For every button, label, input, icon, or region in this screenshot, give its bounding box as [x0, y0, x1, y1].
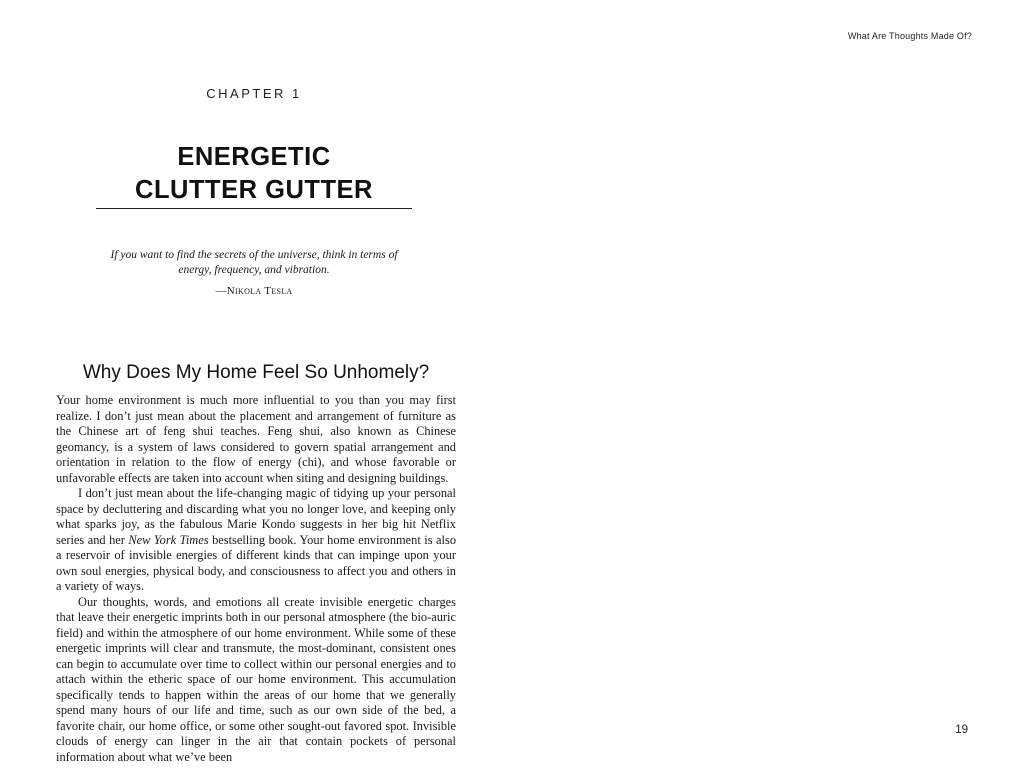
chapter-title-rule — [96, 208, 412, 209]
chapter-label: CHAPTER 1 — [206, 86, 302, 101]
left-body-text — [56, 393, 456, 765]
chapter-title-line-1: ENERGETIC — [177, 143, 331, 171]
paragraph-2-italic-title: New York Times — [128, 532, 209, 547]
paragraph-2-text-a: I don’t just mean about the life-changing magic of tidying up your personal space by decluttering and discarding what you no longer love, and keeping only what sparks joy, as the fabulous Marie Kondo suggests in her big hit Netflix series and her — [56, 486, 456, 547]
right-page — [512, 0, 1024, 768]
epigraph-quote: If you want to find the secrets of the universe, think in terms of energy, frequency, and vibration. — [110, 249, 398, 276]
body-paragraph-1: Your home environment is much more influential to you than you may first realize. I don’t just mean about the placement and arrangement of furniture as the Chinese art of feng shui teaches. Feng shui, also known as Chinese geomancy, is a system of laws considered to govern spatial arrangement and orientation in relation to the flow of energy (chi), and whose favorable or unfavorable effects are taken into account when siting and designing buildings. — [56, 393, 456, 485]
epigraph-attribution: —Nikola Tesla — [215, 285, 293, 297]
paragraph-2-text-b: bestselling book. Your home environment is also a reservoir of invisible energies of different kinds that can impinge upon your own soul energies, physical body, and consciousness to affect you and others in a variety of ways. — [56, 532, 457, 593]
section-heading-unhomely: Why Does My Home Feel So Unhomely? — [82, 362, 430, 383]
body-paragraph-2 — [56, 486, 456, 595]
chapter-title-line-2: CLUTTER GUTTER — [135, 176, 373, 204]
page-number: 19 — [955, 724, 968, 736]
chapter-title — [96, 141, 412, 207]
body-paragraph-3: Our thoughts, words, and emotions all create invisible energetic charges that leave their energetic imprints both in our personal atmosphere (the bio-auric field) and within the atmosphere of our home environment. While some of these energetic imprints will clear and transmute, the most-dominant, consistent ones can begin to accumulate over time to collect within our personal energies and to attach within the etheric space of our home environment. This accumulation specifically tends to happen within the areas of our home that we generally spend many hours of our life and time, such as our own side of the bed, a favorite chair, our home office, or some other sought-out favored spot. Invisible clouds of energy can linger in the air that contain pockets of personal information about what we’ve been — [56, 594, 456, 764]
running-header: What Are Thoughts Made Of? — [847, 31, 972, 41]
